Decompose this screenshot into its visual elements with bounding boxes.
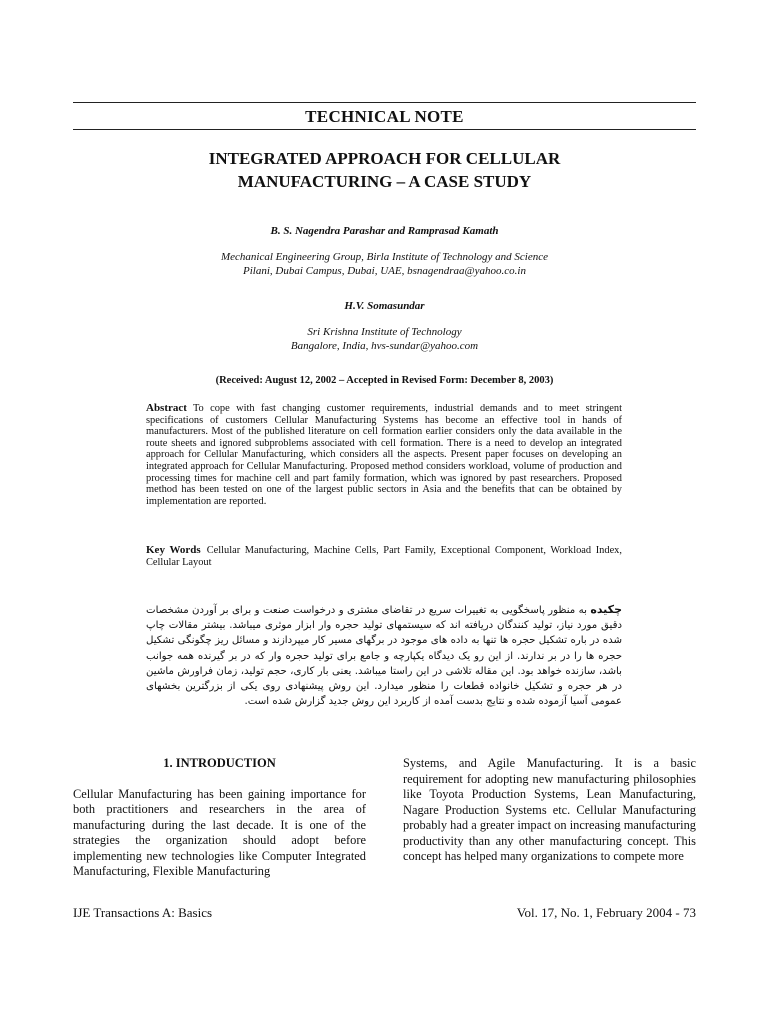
author-names-2: H.V. Somasundar — [344, 300, 425, 312]
persian-abstract — [146, 602, 622, 709]
abstract-text: To cope with fast changing customer requirements, industrial demands and to meet stringent specifications of customers Cellular Manufacturing Systems has become an effective tool in hands of manufacturers. Most of the published literature on cell formation earlier considers only the data available in the route sheets and ignored subproblems associated with cell formation. There is a need to develop an integrated approach for Cellular Manufacturing, which considers all the aspects. Present paper focuses on developing an integrated approach for Cellular Manufacturing. Proposed method considers workload, volume of production and processing times for machine cell and part family formation, which was ignored by past researchers. Proposed method has been tested on one of the largest public sectors in Asia and the benefits that can be obtained by implementation are reported. — [146, 403, 622, 507]
affiliation-1 — [73, 250, 696, 278]
introduction-heading: 1. INTRODUCTION — [163, 756, 276, 770]
affiliation-2-line-1: Sri Krishna Institute of Technology — [307, 326, 462, 338]
right-column — [403, 756, 696, 865]
affiliation-2 — [73, 325, 696, 353]
footer-journal: IJE Transactions A: Basics — [73, 905, 213, 920]
right-column-text: Systems, and Agile Manufacturing. It is a basic requirement for adopting new manufacturing philosophies like Toyota Production Systems, Lean Manufacturing, Nagare Production Systems etc. Cellular Manufacturing probably had a greater impact on increasing manufacturing productivity than any other manufacturing concept. This concept has helped many organizations to compete more — [403, 756, 696, 863]
affiliation-1-line-1: Mechanical Engineering Group, Birla Institute of Technology and Science — [221, 251, 548, 263]
left-column-text: Cellular Manufacturing has been gaining importance for both practitioners and researchers in the area of manufacturing during the last decade. It is one of the strategies the organization should adopt before implementing new technologies like Computer Integrated Manufacturing, Flexible Manufacturing — [73, 786, 366, 878]
persian-abstract-label: چکیده — [590, 603, 622, 616]
affiliation-2-line-2: Bangalore, India, hvs-sundar@yahoo.com — [290, 340, 479, 352]
left-column — [73, 756, 366, 880]
persian-abstract-text: به منظور پاسخگویی به تغییرات سریع در تقاضای مشتری و درخواست صنعت و برای بر آوردن مشخصات دقیق مورد نیاز، تولید کنندگان دریافته اند که سیستمهای تولید حجره وار ابزار موثری میباشد. بیشتر مقالات چاپ شده در باره تشکیل حجره ها تنها به داده های موجود در برگهای مسیر کار میپردازند و مسائل ریز چگونگی تشکیل حجره ها را در بر ندارند. از این رو یک دیدگاه یکپارچه و جامع برای تولید حجره وار که در بر گیرنده همه جوانب باشد، سازنده خواهد بود. این مقاله تلاشی در این راستا میباشد. یعنی بار کاری، حجم تولید، زمان فراورش ماشین در هر حجره و تشکیل خانواده قطعات را منظور میدارد. این روش پیشنهادی روی یکی از بزرگترین بخشهای عمومی آسیا آزموده شده و نتایج بدست آمده از کاربرد این روش جدید گزارش شده است. — [146, 605, 622, 708]
affiliation-1-line-2: Pilani, Dubai Campus, Dubai, UAE, bsnagendraa@yahoo.co.in — [243, 265, 526, 277]
section-rule — [73, 129, 696, 130]
keywords-label: Key Words — [146, 544, 201, 556]
section-title: TECHNICAL NOTE — [305, 107, 464, 126]
paper-title — [73, 147, 696, 193]
top-rule — [73, 102, 696, 103]
keywords — [146, 545, 622, 568]
keywords-text: Cellular Manufacturing, Machine Cells, Part Family, Exceptional Component, Workload Index, Cellular Layout — [146, 545, 622, 568]
abstract-label: Abstract — [146, 402, 187, 414]
abstract — [146, 403, 622, 507]
received-dates: (Received: August 12, 2002 – Accepted in Revised Form: December 8, 2003) — [215, 375, 554, 386]
title-line-1: INTEGRATED APPROACH FOR CELLULAR — [208, 149, 561, 168]
author-names-1: B. S. Nagendra Parashar and Ramprasad Kamath — [270, 225, 499, 237]
footer-volume: Vol. 17, No. 1, February 2004 - 73 — [516, 905, 696, 920]
title-line-2: MANUFACTURING – A CASE STUDY — [237, 172, 532, 191]
page-footer — [73, 905, 696, 921]
